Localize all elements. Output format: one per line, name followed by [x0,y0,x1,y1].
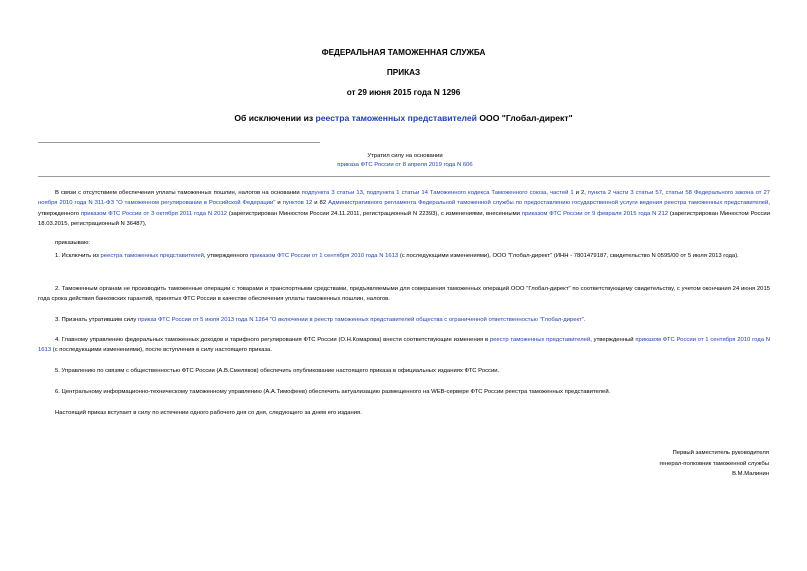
item-link[interactable]: приказ ФТС России от 5 июля 2013 года N 1264 "О включении в реестр таможенных представителей общества с ограниченной ответственностью "Глобал-директ" [138,317,584,323]
title-prefix: Об исключении из [234,113,316,123]
item-text: 4. Главному управлению федеральных таможенных доходов и тарифного регулирования ФТС России (О.Н.Комарова) внести соответствующие изменения в [55,337,490,343]
preamble-link[interactable]: подпункта 1 статьи 14 Таможенного кодекса Таможенного союза [366,190,547,196]
doc-type-heading: ПРИКАЗ [386,68,421,77]
item-text: 1. Исключить из [55,253,101,259]
item-text: 3. Признать утратившим силу [55,317,138,323]
preamble-text: , [546,190,550,196]
preamble-text: и 82 [312,200,329,207]
signature-block [560,448,769,480]
title-registry-link[interactable]: реестра таможенных представителей [315,113,477,123]
signature-rank: генерал-полковник таможенной службы [659,460,769,467]
item-4 [38,335,770,356]
order-word: приказываю: [55,240,91,246]
item-link[interactable]: приказом ФТС России от 1 сентября 2010 года N 1613 [249,253,399,259]
item-text: (с последующими изменениями), после вступления в силу настоящего приказа. [51,347,272,354]
item-2: 2. Таможенным органам не производить таможенные операции с товарами и транспортными средствами, предъявляемыми для совершения таможенных операций ООО "Глобал-директ" по соответствующему свидетельству, с учетом окончания 24 июня 2015 года срока действия банковских гарантий, принятых ФТС России в качестве обеспечения уплаты таможенных пошлин, налогов. [38,286,770,303]
item-text: . [583,317,586,323]
lost-force-link[interactable]: приказа ФТС России от 8 апреля 2019 года N 606 [337,162,473,168]
preamble-link[interactable]: статьи 58 Федерального закона от 27 ноября 2010 года N 311-ФЗ "О таможенном регулировании в Российской Федерации" [38,190,770,207]
preamble-link[interactable]: приказом ФТС России от 3 октября 2011 года N 2012 [80,210,228,217]
item-6: 6. Центральному информационно-техническому таможенному управлению (А.А.Тимофеев) обеспечить актуализацию размещенного на WEB-сервере ФТС России реестра таможенных представителей. [55,389,611,395]
title-suffix: ООО "Глобал-директ" [476,113,573,123]
preamble-link[interactable]: пункта 2 части 3 статьи 57 [587,190,662,196]
agency-heading: ФЕДЕРАЛЬНАЯ ТАМОЖЕННАЯ СЛУЖБА [321,48,486,57]
item-5: 5. Управлению по связям с общественностью ФТС России (А.В.Смеляков) обеспечить опубликование настоящего приказа в официальных изданиях ФТС России. [55,368,500,374]
item-7: Настоящий приказ вступает в силу по истечении одного рабочего дня со дня, следующего за днем его издания. [55,410,362,416]
preamble-link[interactable]: Административного регламента Федеральной таможенной службы по предоставлению государственной услуги ведения реестра таможенных представителей [328,200,769,207]
preamble-text: (зарегистрирован Минюстом России 18.03.2015, регистрационный N 36487), [38,210,770,228]
preamble-text: и [275,200,283,207]
preamble-text: , [362,190,367,196]
item-link[interactable]: приказом ФТС России от 1 сентября 2010 года N 1613 [38,337,770,354]
item-1 [38,251,770,261]
top-divider [38,142,320,143]
document-title [0,113,807,123]
item-text: , утвержденного [203,253,250,259]
preamble-link[interactable]: подпункта 3 статьи 13 [301,190,363,196]
preamble-paragraph [38,188,770,230]
preamble-text: , утвержденного [38,200,770,217]
preamble-text: и 2, [573,190,588,196]
preamble-text: , [661,190,666,196]
bottom-divider [38,176,770,177]
preamble-link[interactable]: пунктов 12 [282,200,313,207]
item-link[interactable]: реестра таможенных представителей [100,253,204,259]
preamble-link[interactable]: приказом ФТС России от 9 февраля 2015 года N 212 [521,210,668,217]
item-link[interactable]: реестр таможенных представителей [489,337,591,343]
preamble-link[interactable]: частей 1 [549,190,574,196]
signature-name: В.М.Малинин [732,471,769,478]
lost-force-note [300,152,510,170]
item-3 [38,315,770,325]
preamble-text: (зарегистрирован Минюстом России 24.11.2011, регистрационный N 22393), с изменениями, внесенными [227,210,522,217]
doc-date-number: от 29 июня 2015 года N 1296 [346,88,461,97]
item-text: (с последующими изменениями), ООО "Глобал-директ" (ИНН - 7801479187, свидетельство N 0595/00 от 5 июля 2013 года). [398,253,739,259]
item-text: , утвержденный [590,337,636,343]
signature-position: Первый заместитель руководителя [672,450,769,456]
preamble-text: В связи с отсутствием обеспечения уплаты таможенных пошлин, налогов на основании [55,190,302,196]
lost-force-text: Утратил силу на основании [367,153,443,159]
